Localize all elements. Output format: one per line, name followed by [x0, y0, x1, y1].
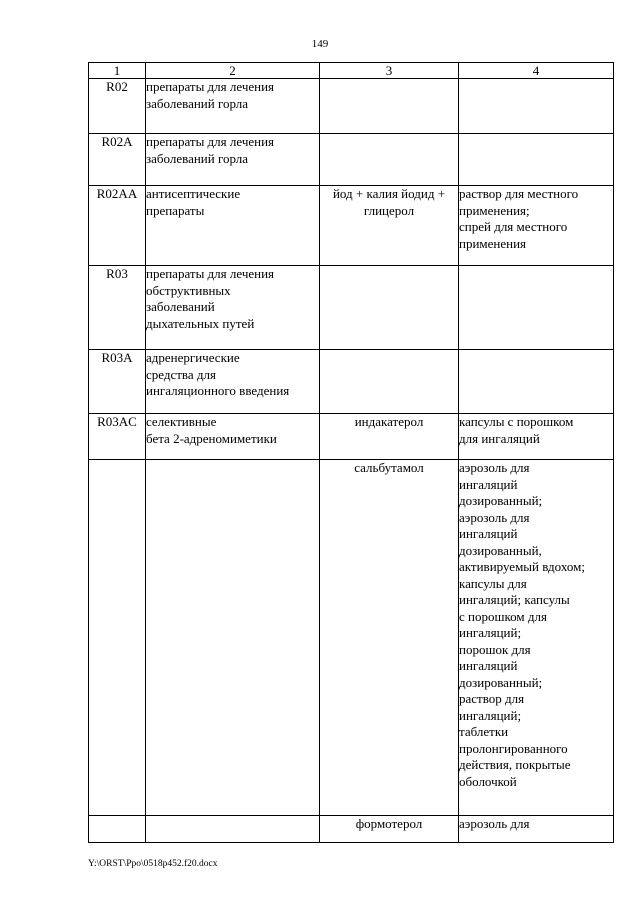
group-name-cell [146, 816, 320, 843]
table-row [89, 350, 614, 414]
group-name-cell: селективные бета 2-адреномиметики [146, 414, 320, 460]
dosage-form-cell: аэрозоль для [459, 816, 614, 843]
drug-name-cell [320, 350, 459, 414]
drug-name-cell: сальбутамол [320, 460, 459, 816]
group-name-cell: препараты для лечения заболеваний горла [146, 134, 320, 186]
dosage-form-cell: раствор для местного применения; спрей для местного применения [459, 186, 614, 266]
table-row [89, 266, 614, 350]
atc-code-cell: R03A [89, 350, 146, 414]
table-row [89, 816, 614, 843]
group-name-cell [146, 460, 320, 816]
table-row [89, 79, 614, 134]
group-name-cell: препараты для лечения обструктивных заболеваний дыхательных путей [146, 266, 320, 350]
atc-code-cell: R02A [89, 134, 146, 186]
group-name-cell: адренергические средства для ингаляционного введения [146, 350, 320, 414]
drug-name-cell [320, 266, 459, 350]
group-name-cell: антисептические препараты [146, 186, 320, 266]
atc-code-cell: R02 [89, 79, 146, 134]
atc-code-cell: R03 [89, 266, 146, 350]
table-row [89, 134, 614, 186]
drug-table [88, 62, 614, 843]
drug-name-cell [320, 79, 459, 134]
header-col-1: 1 [89, 63, 146, 79]
atc-code-cell: R03AC [89, 414, 146, 460]
atc-code-cell [89, 816, 146, 843]
atc-code-cell: R02AA [89, 186, 146, 266]
drug-name-cell: йод + калия йодид + глицерол [320, 186, 459, 266]
table-row [89, 186, 614, 266]
drug-name-cell: индакатерол [320, 414, 459, 460]
header-col-4: 4 [459, 63, 614, 79]
dosage-form-cell [459, 134, 614, 186]
dosage-form-cell: аэрозоль для ингаляций дозированный; аэрозоль для ингаляций дозированный, активируемый вдохом; капсулы для ингаляций; капсулы с порошком для ингаляций; порошок для ингаляций дозированный; раствор для ингаляций; таблетки пролонгированного действия, покрытые оболочкой [459, 460, 614, 816]
atc-code-cell [89, 460, 146, 816]
drug-name-cell [320, 134, 459, 186]
dosage-form-cell [459, 350, 614, 414]
dosage-form-cell [459, 79, 614, 134]
header-col-3: 3 [320, 63, 459, 79]
table-header-row [89, 63, 614, 79]
drug-name-cell: формотерол [320, 816, 459, 843]
dosage-form-cell [459, 266, 614, 350]
dosage-form-cell: капсулы с порошком для ингаляций [459, 414, 614, 460]
group-name-cell: препараты для лечения заболеваний горла [146, 79, 320, 134]
document-path-footer: Y:\ORST\Ppo\0518p452.f20.docx [88, 859, 218, 869]
table-row [89, 414, 614, 460]
header-col-2: 2 [146, 63, 320, 79]
table-row [89, 460, 614, 816]
page-number: 149 [311, 38, 329, 50]
